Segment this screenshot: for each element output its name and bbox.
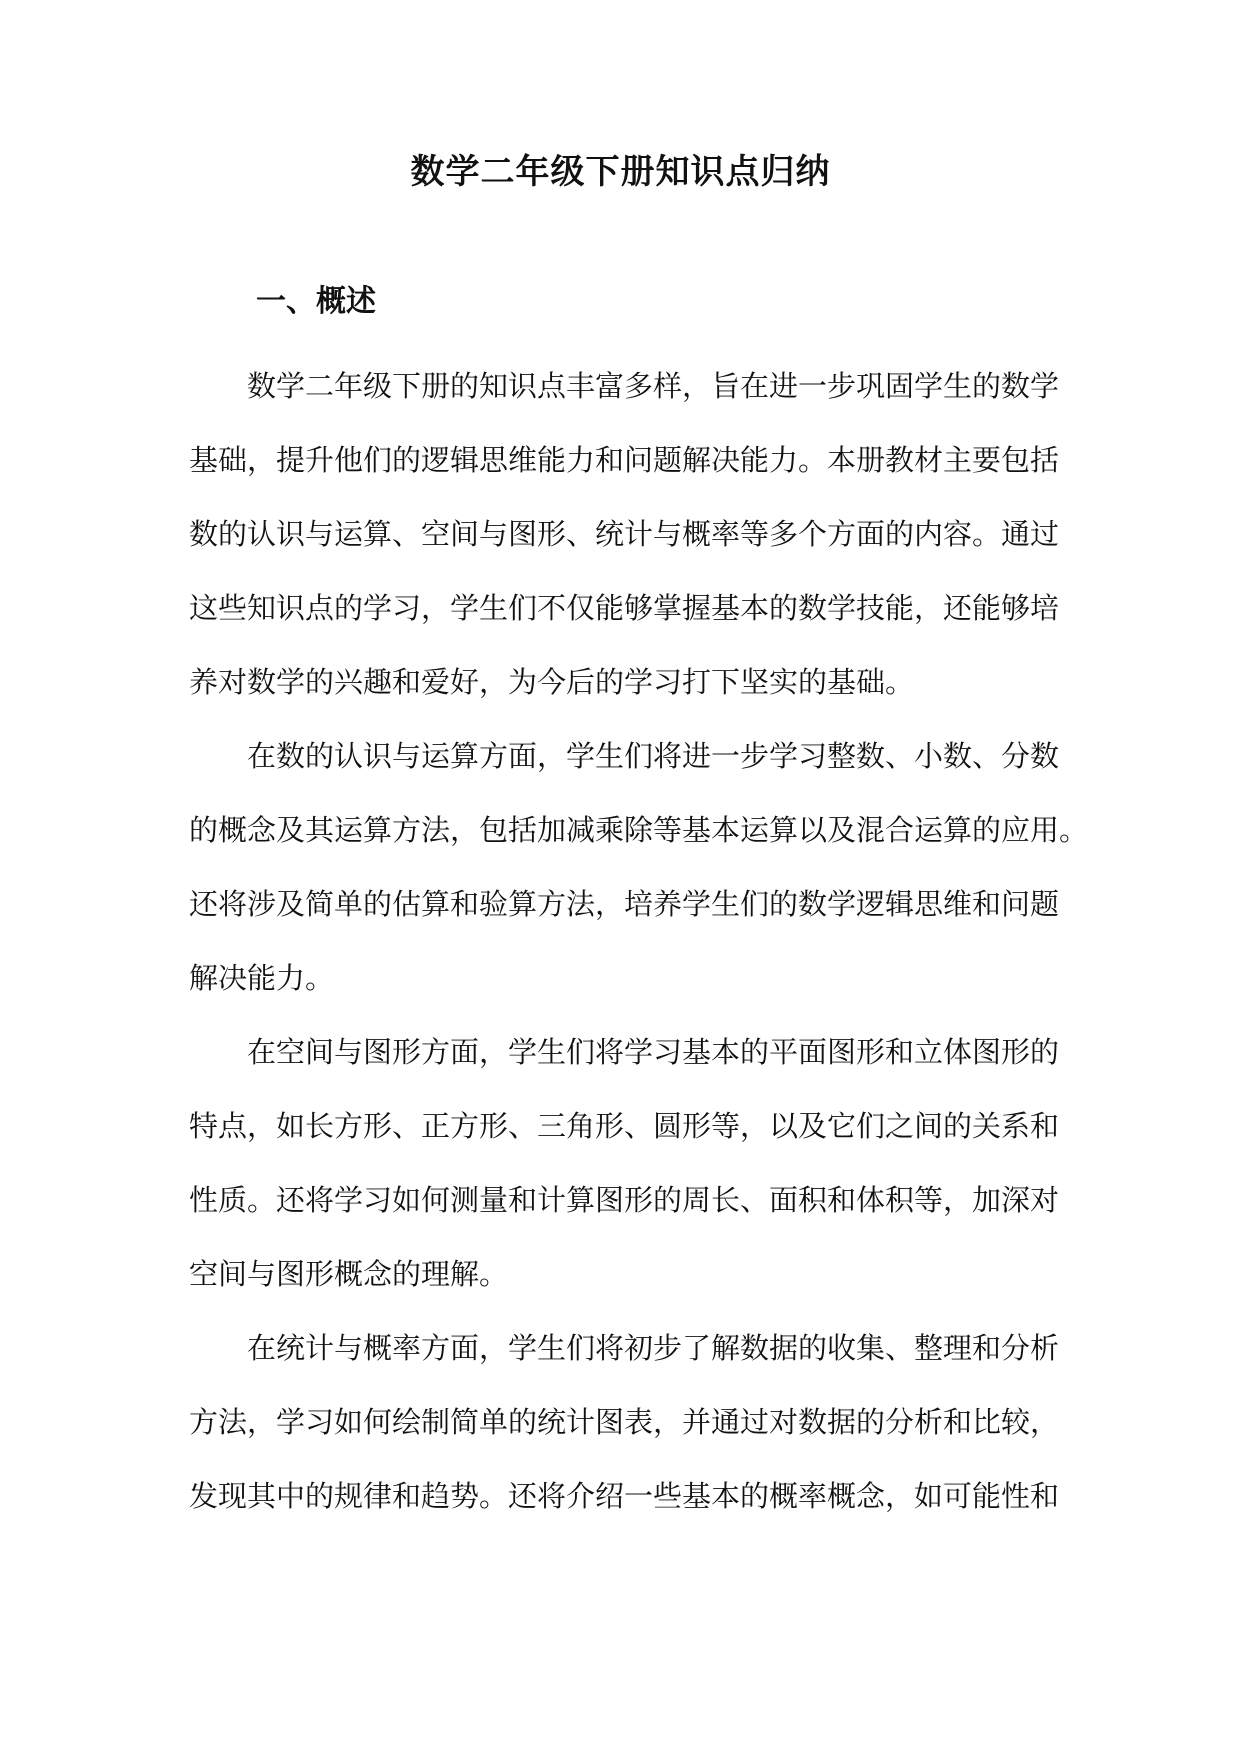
paragraph-line: 性质。还将学习如何测量和计算图形的周长、面积和体积等，加深对 (189, 1183, 1060, 1217)
paragraph-line: 在统计与概率方面，学生们将初步了解数据的收集、整理和分析 (247, 1331, 1060, 1365)
paragraph-line: 在数的认识与运算方面，学生们将进一步学习整数、小数、分数 (247, 739, 1060, 773)
paragraph-line: 在空间与图形方面，学生们将学习基本的平面图形和立体图形的 (247, 1035, 1060, 1069)
paragraph-line: 基础，提升他们的逻辑思维能力和问题解决能力。本册教材主要包括 (189, 443, 1060, 477)
paragraph-line: 特点，如长方形、正方形、三角形、圆形等，以及它们之间的关系和 (189, 1109, 1060, 1143)
section-heading: 一、概述 (256, 284, 376, 319)
paragraph-line: 的概念及其运算方法，包括加减乘除等基本运算以及混合运算的应用。 (189, 813, 1089, 847)
paragraph-line: 数的认识与运算、空间与图形、统计与概率等多个方面的内容。通过 (189, 517, 1060, 551)
paragraph-line: 空间与图形概念的理解。 (189, 1257, 509, 1291)
paragraph-line: 数学二年级下册的知识点丰富多样，旨在进一步巩固学生的数学 (247, 369, 1060, 403)
paragraph-line: 解决能力。 (189, 961, 335, 995)
paragraph-line: 还将涉及简单的估算和验算方法，培养学生们的数学逻辑思维和问题 (189, 887, 1060, 921)
paragraph-line: 方法，学习如何绘制简单的统计图表，并通过对数据的分析和比较， (189, 1405, 1060, 1439)
document-body (189, 366, 1089, 1550)
paragraph-line: 发现其中的规律和趋势。还将介绍一些基本的概率概念，如可能性和 (189, 1479, 1060, 1513)
paragraph-line: 养对数学的兴趣和爱好，为今后的学习打下坚实的基础。 (189, 665, 915, 699)
paragraph-line: 这些知识点的学习，学生们不仅能够掌握基本的数学技能，还能够培 (189, 591, 1060, 625)
document-title: 数学二年级下册知识点归纳 (410, 152, 831, 192)
